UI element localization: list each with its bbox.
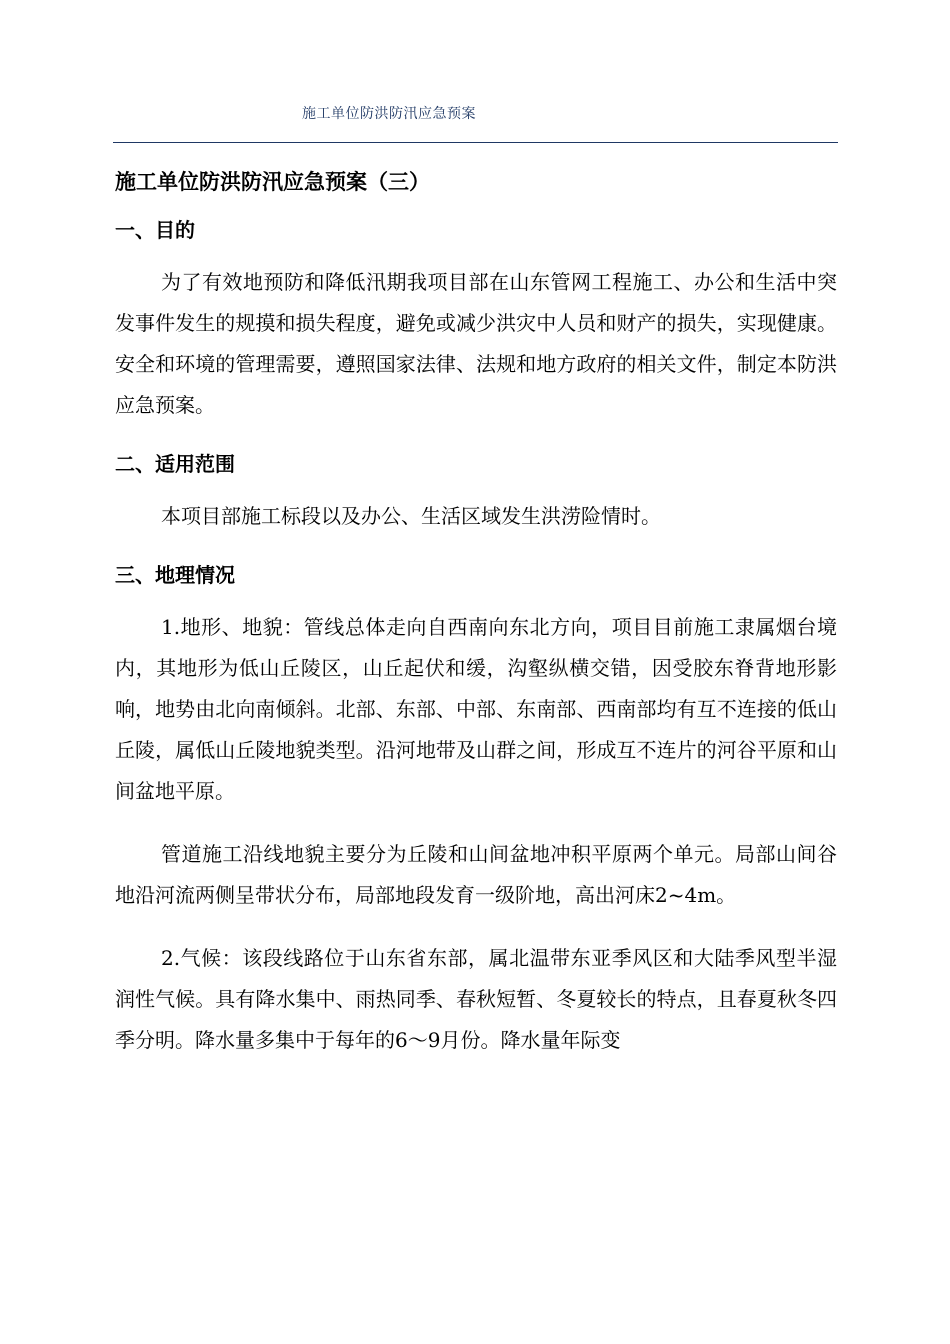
paragraph-purpose: 为了有效地预防和降低汛期我项目部在山东管网工程施工、办公和生活中突发事件发生的规摸和损失程度，避免或减少洪灾中人员和财产的损失，实现健康。安全和环境的管理需要，遵照国家法律、法规和地方政府的相关文件，制定本防洪应急预案。 <box>115 270 837 417</box>
document-title: 施工单位防洪防汛应急预案（三） <box>115 170 430 194</box>
section-heading-scope: 二、适用范围 <box>115 452 235 476</box>
header-divider <box>113 142 838 143</box>
paragraph-landform-units: 管道施工沿线地貌主要分为丘陵和山间盆地冲积平原两个单元。局部山间谷地沿河流两侧呈带状分布，局部地段发育一级阶地，高出河床2~4m。 <box>115 842 837 907</box>
paragraph-climate: 2.气候：该段线路位于山东省东部，属北温带东亚季风区和大陆季风型半湿润性气候。具有降水集中、雨热同季、春秋短暂、冬夏较长的特点，且春夏秋冬四季分明。降水量多集中于每年的6～9月份。降水量年际变 <box>115 946 837 1052</box>
document-body <box>115 166 837 1061</box>
running-header: 施工单位防洪防汛应急预案 <box>302 106 476 122</box>
section-heading-purpose: 一、目的 <box>115 218 195 242</box>
paragraph-terrain: 1.地形、地貌：管线总体走向自西南向东北方向，项目目前施工隶属烟台境内，其地形为低山丘陵区，山丘起伏和缓，沟壑纵横交错，因受胶东脊背地形影响，地势由北向南倾斜。北部、东部、中部、东南部、西南部均有互不连接的低山丘陵，属低山丘陵地貌类型。沿河地带及山群之间，形成互不连片的河谷平原和山间盆地平原。 <box>115 615 837 803</box>
paragraph-scope: 本项目部施工标段以及办公、生活区域发生洪涝险情时。 <box>161 504 661 528</box>
section-heading-geography: 三、地理情况 <box>115 563 235 587</box>
